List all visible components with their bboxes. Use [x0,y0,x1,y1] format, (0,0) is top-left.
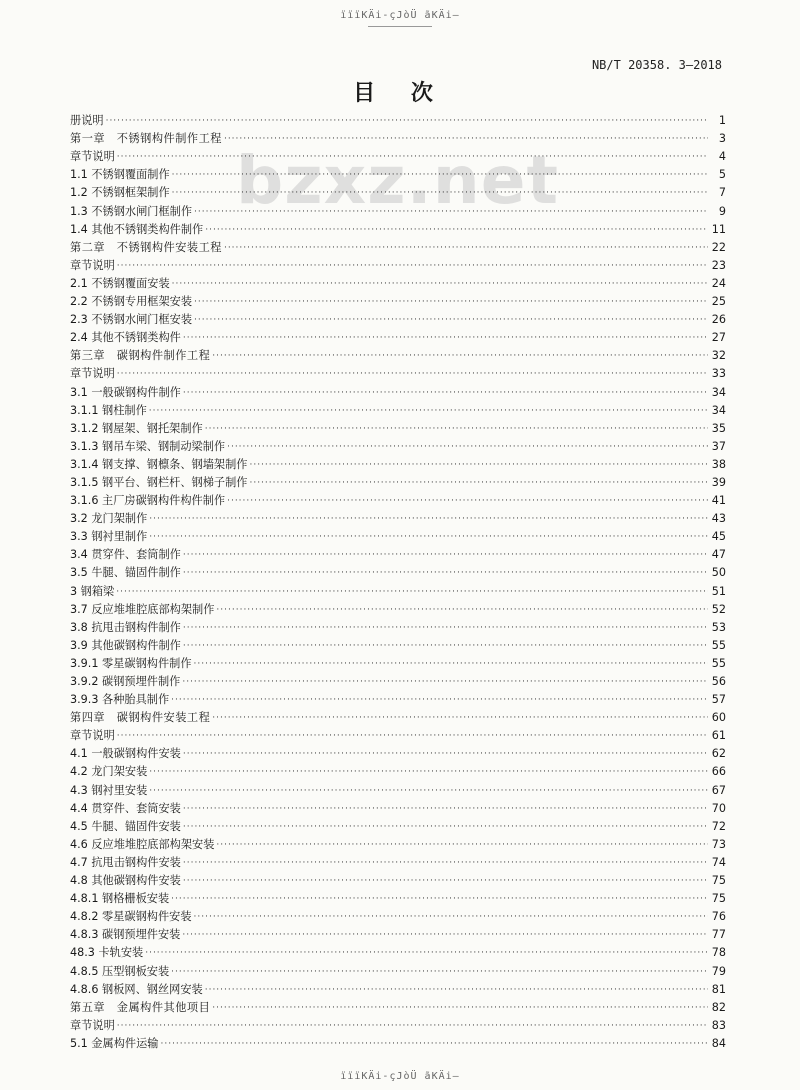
toc-entry-page: 3 [718,132,726,146]
toc-entry [70,781,726,799]
toc-leader-dots [171,890,708,908]
toc-entry-label: 4.8.2 零星碳钢构件安装 [70,910,192,924]
toc-entry [70,908,726,926]
toc-entry-page: 50 [711,566,726,580]
toc-entry [70,148,726,166]
toc-entry-label: 4.5 牛腿、锚固件安装 [70,819,181,833]
toc-entry [70,727,726,745]
toc-entry-page: 11 [711,222,726,236]
toc-entry-label: 第二章 不锈钢构件安装工程 [70,240,222,254]
toc-leader-dots [194,908,708,926]
toc-entry-page: 32 [711,349,726,363]
table-of-contents [70,112,726,1053]
toc-entry-page: 61 [711,729,726,743]
toc-entry-page: 33 [711,367,726,381]
toc-leader-dots [117,365,708,383]
toc-entry-label: 4.8 其他碳钢构件安装 [70,874,181,888]
toc-entry-page: 79 [711,964,726,978]
toc-entry-label: 3.2 龙门架制作 [70,512,148,526]
toc-leader-dots [194,293,708,311]
toc-entry-label: 1.1 不锈钢覆面制作 [70,168,170,182]
toc-entry [70,709,726,727]
toc-entry-page: 24 [711,276,726,290]
toc-entry-page: 76 [711,910,726,924]
toc-entry [70,420,726,438]
toc-entry [70,944,726,962]
toc-entry-page: 83 [711,1018,726,1032]
toc-leader-dots [149,782,708,800]
toc-leader-dots [149,763,708,781]
toc-leader-dots [117,257,708,275]
toc-entry [70,637,726,655]
toc-leader-dots [194,655,708,673]
toc-entry-label: 3.1.1 钢柱制作 [70,403,147,417]
toc-leader-dots [227,492,708,510]
toc-entry [70,112,726,130]
footer-text: ïïïKÄi-çJòÜ ãKÄi— [340,1071,460,1082]
toc-entry-page: 9 [718,204,726,218]
toc-entry-page: 62 [711,747,726,761]
toc-entry-label: 第一章 不锈钢构件制作工程 [70,132,222,146]
toc-leader-dots [194,311,708,329]
toc-entry-label: 5.1 金属构件运输 [70,1036,159,1050]
toc-entry-label: 3.1 一般碳钢构件制作 [70,385,181,399]
toc-entry-label: 1.3 不锈钢水闸门框制作 [70,204,193,218]
toc-entry-label: 4.1 一般碳钢构件安装 [70,747,181,761]
toc-entry [70,311,726,329]
toc-entry [70,763,726,781]
toc-entry-page: 66 [711,765,726,779]
toc-leader-dots [183,546,708,564]
toc-leader-dots [224,130,708,148]
toc-entry-page: 51 [711,584,726,598]
toc-entry [70,999,726,1017]
toc-entry-page: 41 [711,494,726,508]
toc-entry-label: 章节说明 [70,367,115,381]
toc-leader-dots [212,709,708,727]
toc-entry-label: 4.2 龙门架安装 [70,765,148,779]
toc-leader-dots [183,854,708,872]
toc-leader-dots [171,963,708,981]
toc-leader-dots [172,184,708,202]
toc-entry-page: 77 [711,928,726,942]
toc-entry-label: 3.9.2 碳钢预埋件制作 [70,675,181,688]
toc-entry-label: 第五章 金属构件其他项目 [70,1000,211,1014]
toc-entry-label: 第四章 碳钢构件安装工程 [70,711,211,725]
toc-entry-page: 26 [711,313,726,327]
toc-leader-dots [183,872,708,890]
toc-leader-dots [194,203,708,221]
toc-entry-page: 37 [711,439,726,453]
toc-leader-dots [212,347,708,365]
toc-entry [70,655,726,673]
toc-leader-dots [183,619,708,637]
toc-entry-label: 3.9.1 零星碳钢构件制作 [70,656,192,670]
toc-entry-label: 3.1.4 钢支撑、钢檩条、钢墙架制作 [70,457,248,471]
toc-entry [70,673,726,691]
toc-leader-dots [182,673,708,691]
toc-leader-dots [145,944,708,962]
toc-entry [70,510,726,528]
toc-entry-label: 1.4 其他不锈钢类构件制作 [70,222,204,236]
toc-entry [70,293,726,311]
toc-entry-page: 70 [711,801,726,815]
toc-entry [70,601,726,619]
toc-entry-page: 7 [718,186,726,200]
toc-entry [70,528,726,546]
toc-entry-label: 第三章 碳钢构件制作工程 [70,349,211,363]
toc-entry [70,691,726,709]
toc-entry [70,365,726,383]
toc-entry-label: 3.3 钢衬里制作 [70,530,148,544]
toc-leader-dots [205,420,708,438]
toc-entry-page: 5 [718,168,726,182]
toc-leader-dots [183,637,708,655]
toc-leader-dots [205,221,708,239]
toc-entry [70,166,726,184]
toc-entry-page: 55 [711,656,726,670]
toc-entry-page: 81 [711,982,726,996]
toc-entry-label: 4.8.6 钢板网、钢丝网安装 [70,982,203,996]
toc-entry-label: 3.1.5 钢平台、钢栏杆、钢梯子制作 [70,475,248,489]
toc-leader-dots [117,148,708,166]
toc-entry-label: 章节说明 [70,150,115,164]
toc-entry [70,800,726,818]
toc-entry-page: 22 [711,240,726,254]
toc-entry-label: 48.3 卡轨安装 [70,946,144,960]
toc-entry-page: 53 [711,620,726,634]
toc-entry [70,202,726,220]
toc-entry-page: 34 [711,403,726,417]
toc-leader-dots [249,456,708,474]
toc-entry-label: 章节说明 [70,258,115,272]
toc-entry-page: 25 [711,295,726,309]
toc-leader-dots [183,564,708,582]
toc-leader-dots [224,239,708,257]
header-rule [368,26,432,27]
toc-entry [70,890,726,908]
toc-entry-page: 72 [711,819,726,833]
toc-entry [70,474,726,492]
toc-entry [70,619,726,637]
toc-entry-page: 39 [711,475,726,489]
toc-leader-dots [172,275,708,293]
toc-leader-dots [183,329,708,347]
header-text: ïïïKÄi-çJòÜ ãKÄi— [340,10,460,21]
toc-entry [70,1017,726,1035]
toc-entry-page: 57 [711,693,726,707]
toc-entry [70,854,726,872]
toc-entry-label: 2.4 其他不锈钢类构件 [70,331,181,345]
toc-entry-label: 章节说明 [70,1018,115,1032]
toc-leader-dots [117,1017,708,1035]
toc-entry [70,438,726,456]
toc-entry-label: 3.1.3 钢吊车梁、钢制动梁制作 [70,439,226,453]
toc-entry [70,492,726,510]
toc-entry-label: 3.4 贯穿件、套筒制作 [70,548,181,562]
toc-entry-label: 4.6 反应堆堆腔底部构架安装 [70,837,215,851]
toc-entry-page: 56 [711,675,726,688]
toc-entry-label: 4.4 贯穿件、套筒安装 [70,801,181,815]
toc-entry-page: 35 [711,421,726,435]
toc-leader-dots [212,999,708,1017]
toc-leader-dots [117,727,708,745]
toc-entry-label: 4.8.5 压型钢板安装 [70,964,170,978]
toc-entry-page: 38 [711,457,726,471]
toc-entry-label: 3 钢箱梁 [70,584,115,598]
toc-entry-page: 47 [711,548,726,562]
toc-entry [70,926,726,944]
page-title: 目 次 [353,80,447,106]
toc-entry-page: 60 [711,711,726,725]
toc-entry [70,981,726,999]
toc-entry-label: 章节说明 [70,729,115,743]
toc-entry-page: 45 [711,530,726,544]
toc-entry [70,818,726,836]
toc-entry-page: 75 [711,892,726,906]
toc-entry [70,383,726,401]
toc-entry-page: 74 [711,855,726,869]
toc-entry-label: 2.3 不锈钢水闸门框安装 [70,313,193,327]
toc-leader-dots [149,528,708,546]
toc-entry-label: 4.7 抗甩击钢构件安装 [70,855,181,869]
toc-entry-label: 3.1.2 钢屋架、钢托架制作 [70,421,203,435]
toc-entry-label: 3.9 其他碳钢构件制作 [70,638,181,652]
toc-entry-label: 4.3 钢衬里安装 [70,783,148,797]
toc-entry [70,582,726,600]
toc-entry [70,221,726,239]
toc-entry-label: 4.8.3 碳钢预埋件安装 [70,928,181,942]
toc-leader-dots [183,800,708,818]
toc-leader-dots [183,384,708,402]
toc-leader-dots [183,745,708,763]
toc-leader-dots [160,1035,708,1053]
toc-entry-label: 3.7 反应堆堆腔底部构架制作 [70,602,215,616]
toc-entry [70,329,726,347]
toc-leader-dots [182,926,708,944]
toc-entry [70,962,726,980]
toc-entry-page: 34 [711,385,726,399]
toc-entry-page: 84 [711,1036,726,1050]
toc-leader-dots [216,836,708,854]
toc-entry-label: 册说明 [70,114,104,128]
toc-entry-page: 67 [711,783,726,797]
toc-leader-dots [171,691,708,709]
toc-entry-page: 27 [711,331,726,345]
toc-entry [70,564,726,582]
toc-entry-page: 82 [711,1000,726,1014]
toc-entry-page: 4 [718,150,726,164]
toc-entry [70,546,726,564]
toc-entry-page: 78 [711,946,726,960]
toc-entry-page: 1 [718,114,726,128]
toc-entry-page: 55 [711,638,726,652]
toc-leader-dots [183,818,708,836]
toc-entry-label: 3.1.6 主厂房碳钢构件构件制作 [70,494,226,508]
toc-leader-dots [249,474,708,492]
toc-leader-dots [106,112,708,130]
toc-entry [70,130,726,148]
toc-entry-label: 1.2 不锈钢框架制作 [70,186,170,200]
toc-entry-label: 2.1 不锈钢覆面安装 [70,276,170,290]
toc-entry-page: 75 [711,874,726,888]
toc-entry [70,745,726,763]
toc-entry [70,184,726,202]
toc-entry-label: 3.9.3 各种胎具制作 [70,693,170,707]
toc-entry [70,836,726,854]
toc-entry-label: 3.5 牛腿、锚固件制作 [70,566,181,580]
toc-leader-dots [116,583,708,601]
toc-entry-page: 52 [711,602,726,616]
toc-entry [70,347,726,365]
toc-leader-dots [149,510,708,528]
toc-entry-page: 43 [711,512,726,526]
toc-leader-dots [227,438,708,456]
toc-entry [70,456,726,474]
toc-entry-page: 73 [711,837,726,851]
toc-entry-label: 4.8.1 钢格栅板安装 [70,892,170,906]
toc-leader-dots [216,601,708,619]
toc-entry-label: 3.8 抗甩击钢构件制作 [70,620,181,634]
toc-entry [70,239,726,257]
toc-entry-page: 23 [711,258,726,272]
toc-entry [70,1035,726,1053]
toc-entry [70,872,726,890]
toc-leader-dots [172,166,708,184]
toc-entry [70,402,726,420]
toc-entry [70,275,726,293]
toc-leader-dots [205,981,708,999]
watermark: bzxz.net [236,142,560,219]
toc-entry-label: 2.2 不锈钢专用框架安装 [70,295,193,309]
toc-entry [70,257,726,275]
standard-number: NB/T 20358. 3—2018 [591,58,722,72]
toc-leader-dots [149,402,708,420]
